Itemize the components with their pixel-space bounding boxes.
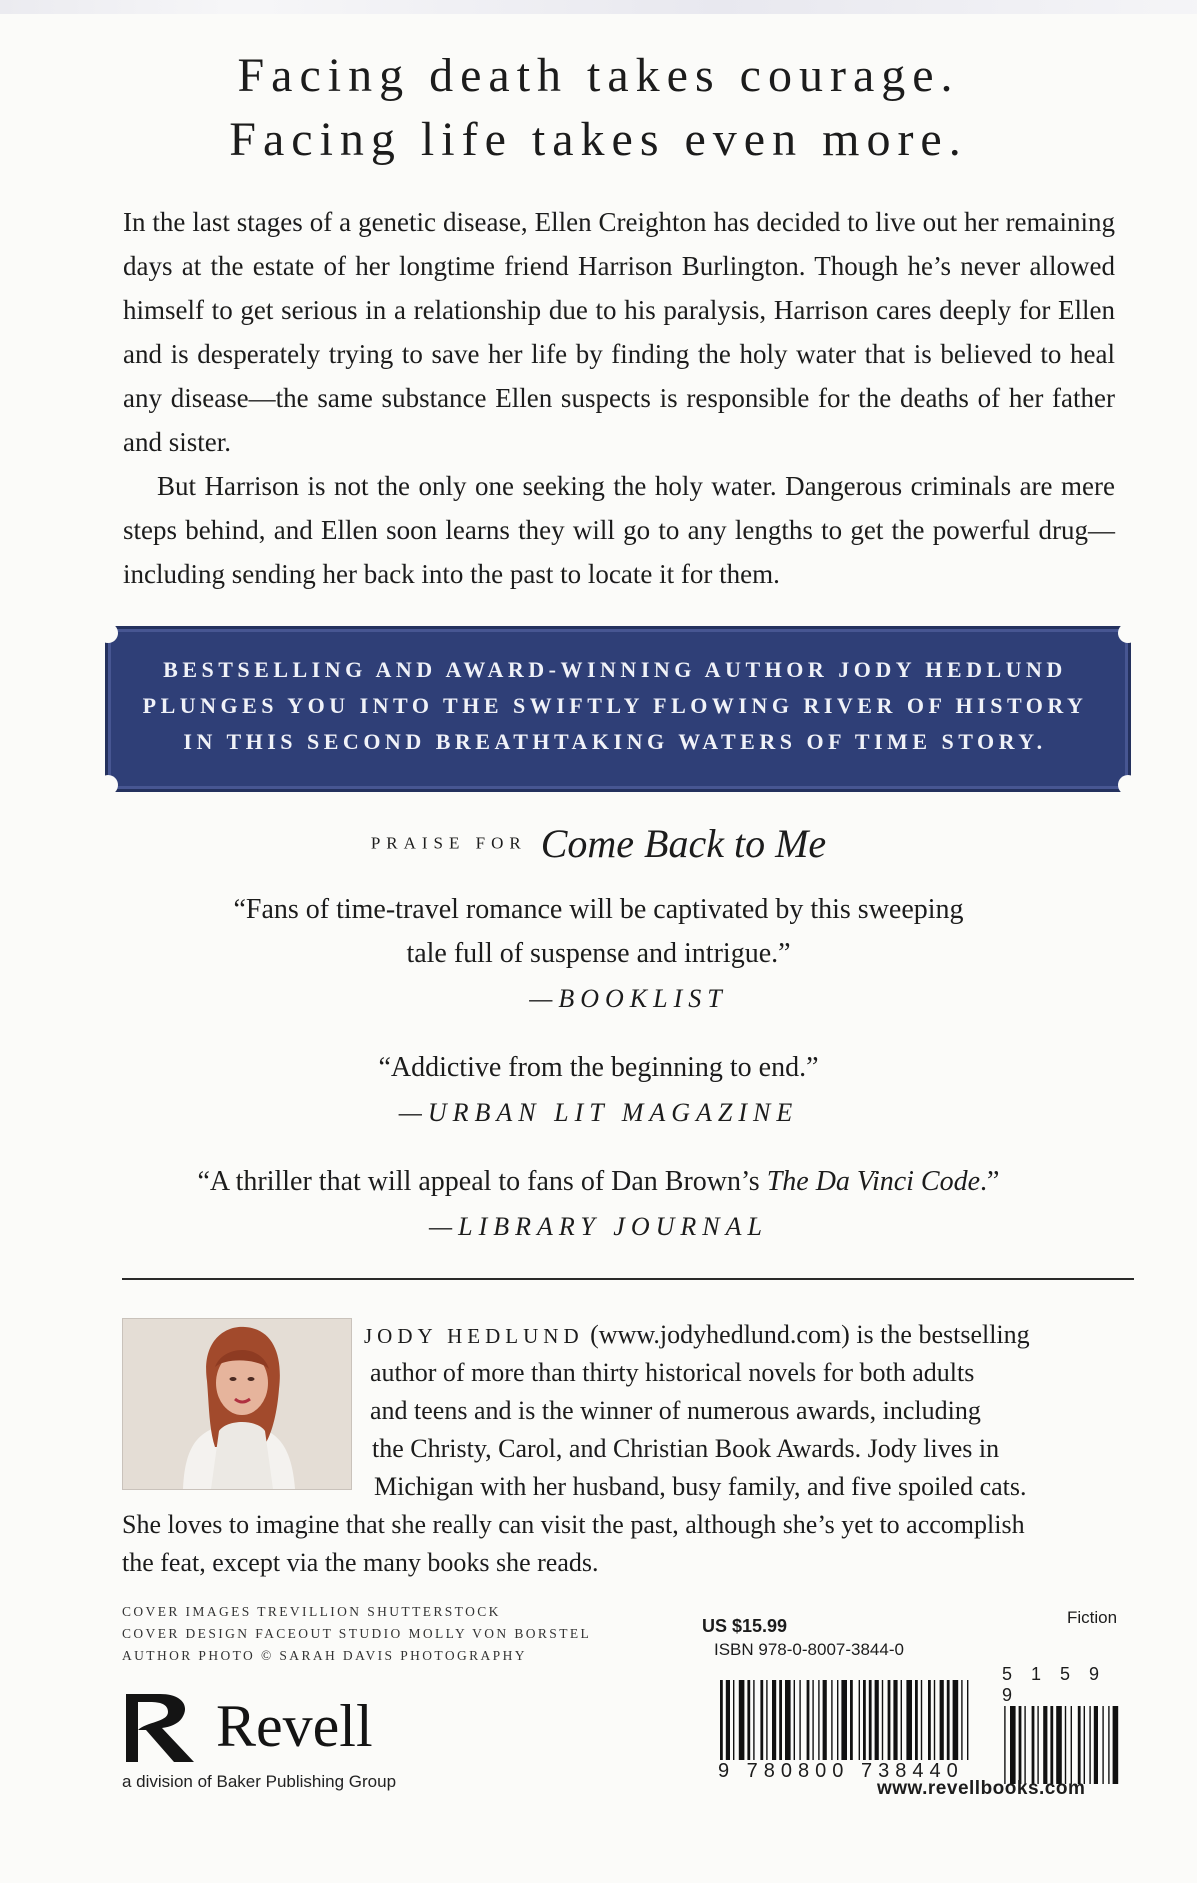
quote-3-end: .” xyxy=(980,1166,1000,1197)
headline-line-2: Facing life takes even more. xyxy=(229,113,968,166)
publisher-logo xyxy=(120,1688,520,1798)
praise-heading xyxy=(0,820,1197,867)
publisher-website: www.revellbooks.com xyxy=(877,1778,1086,1799)
isbn-number: ISBN 978-0-8007-3844-0 xyxy=(714,1640,904,1659)
bio-line-7: the feat, except via the many books she reads. xyxy=(122,1548,599,1577)
description-paragraph-2: But Harrison is not the only one seeking the holy water. Dangerous criminals are mere steps behind, and Ellen soon learns they will go to any lengths to get the powerful drug—including sending her back into the past to locate it for them. xyxy=(123,471,1115,589)
price: US $15.99 xyxy=(702,1616,788,1636)
credit-cover-images: COVER IMAGES TREVILLION SHUTTERSTOCK xyxy=(122,1604,501,1619)
quote-3-text: “A thriller that will appeal to fans of Dan Brown’s xyxy=(197,1166,767,1197)
praise-book-title: Come Back to Me xyxy=(540,821,827,866)
bio-line-6: She loves to imagine that she really can visit the past, although she’s yet to accomplish xyxy=(122,1510,1025,1539)
publisher-name: Revell xyxy=(216,1693,373,1759)
bio-text-1: (www.jodyhedlund.com) is the bestselling xyxy=(583,1320,1030,1349)
quote-3-line-1 xyxy=(0,1160,1197,1204)
quote-3-source: —LIBRARY JOURNAL xyxy=(429,1212,768,1241)
author-name: JODY HEDLUND xyxy=(364,1324,584,1348)
banner-text xyxy=(130,652,1100,760)
cover-credits xyxy=(122,1601,642,1667)
bio-line-3: and teens and is the winner of numerous awards, including xyxy=(370,1396,981,1425)
revell-r-icon xyxy=(120,1688,210,1768)
bio-line-1 xyxy=(364,1316,1030,1355)
barcode-digits: 9 780800 738440 xyxy=(718,1760,964,1782)
quote-1-source: —BOOKLIST xyxy=(529,984,728,1013)
quote-3-book-title: The Da Vinci Code xyxy=(766,1166,981,1197)
cover-art-strip xyxy=(0,0,1197,14)
addon-digits: 5 1 5 9 9 xyxy=(1002,1664,1126,1706)
isbn-barcode xyxy=(712,1666,1126,1796)
quote-2-line-1: “Addictive from the beginning to end.” xyxy=(378,1052,819,1083)
description-paragraph-1: In the last stages of a genetic disease, Ellen Creighton has decided to live out her remaining days at the estate of her longtime friend Harrison Burlington. Though he’s never allowed himself to get serious in a relationship due to his paralysis, Harrison cares deeply for Ellen and is desperately trying to save her life by finding the holy water that is believed to heal any disease—the same substance Ellen suspects is responsible for the deaths of her father and sister. xyxy=(123,207,1115,457)
praise-label: PRAISE FOR xyxy=(370,833,527,853)
quote-1-line-2: tale full of suspense and intrigue.” xyxy=(406,938,791,969)
banner-line-3: IN THIS SECOND BREATHTAKING WATERS OF TIME STORY. xyxy=(183,729,1047,754)
credit-cover-design: COVER DESIGN FACEOUT STUDIO MOLLY VON BORSTEL xyxy=(122,1626,592,1641)
bio-line-2: author of more than thirty historical novels for both adults xyxy=(370,1358,975,1387)
author-photo xyxy=(122,1318,352,1490)
banner-line-1: BESTSELLING AND AWARD-WINNING AUTHOR JODY HEDLUND xyxy=(163,657,1067,682)
category-label: Fiction xyxy=(1067,1608,1118,1627)
headline-line-1: Facing death takes courage. xyxy=(237,49,960,102)
bio-line-4: the Christy, Carol, and Christian Book Awards. Jody lives in xyxy=(372,1434,1000,1463)
publisher-tagline: a division of Baker Publishing Group xyxy=(122,1772,397,1791)
quote-2-source: —URBAN LIT MAGAZINE xyxy=(398,1098,799,1127)
credit-author-photo: AUTHOR PHOTO © SARAH DAVIS PHOTOGRAPHY xyxy=(122,1648,527,1663)
section-divider xyxy=(122,1278,1134,1280)
quote-1-line-1: “Fans of time-travel romance will be captivated by this sweeping xyxy=(233,894,964,925)
banner-line-2: PLUNGES YOU INTO THE SWIFTLY FLOWING RIVER OF HISTORY xyxy=(142,693,1088,718)
bio-line-5: Michigan with her husband, busy family, and five spoiled cats. xyxy=(374,1472,1027,1501)
